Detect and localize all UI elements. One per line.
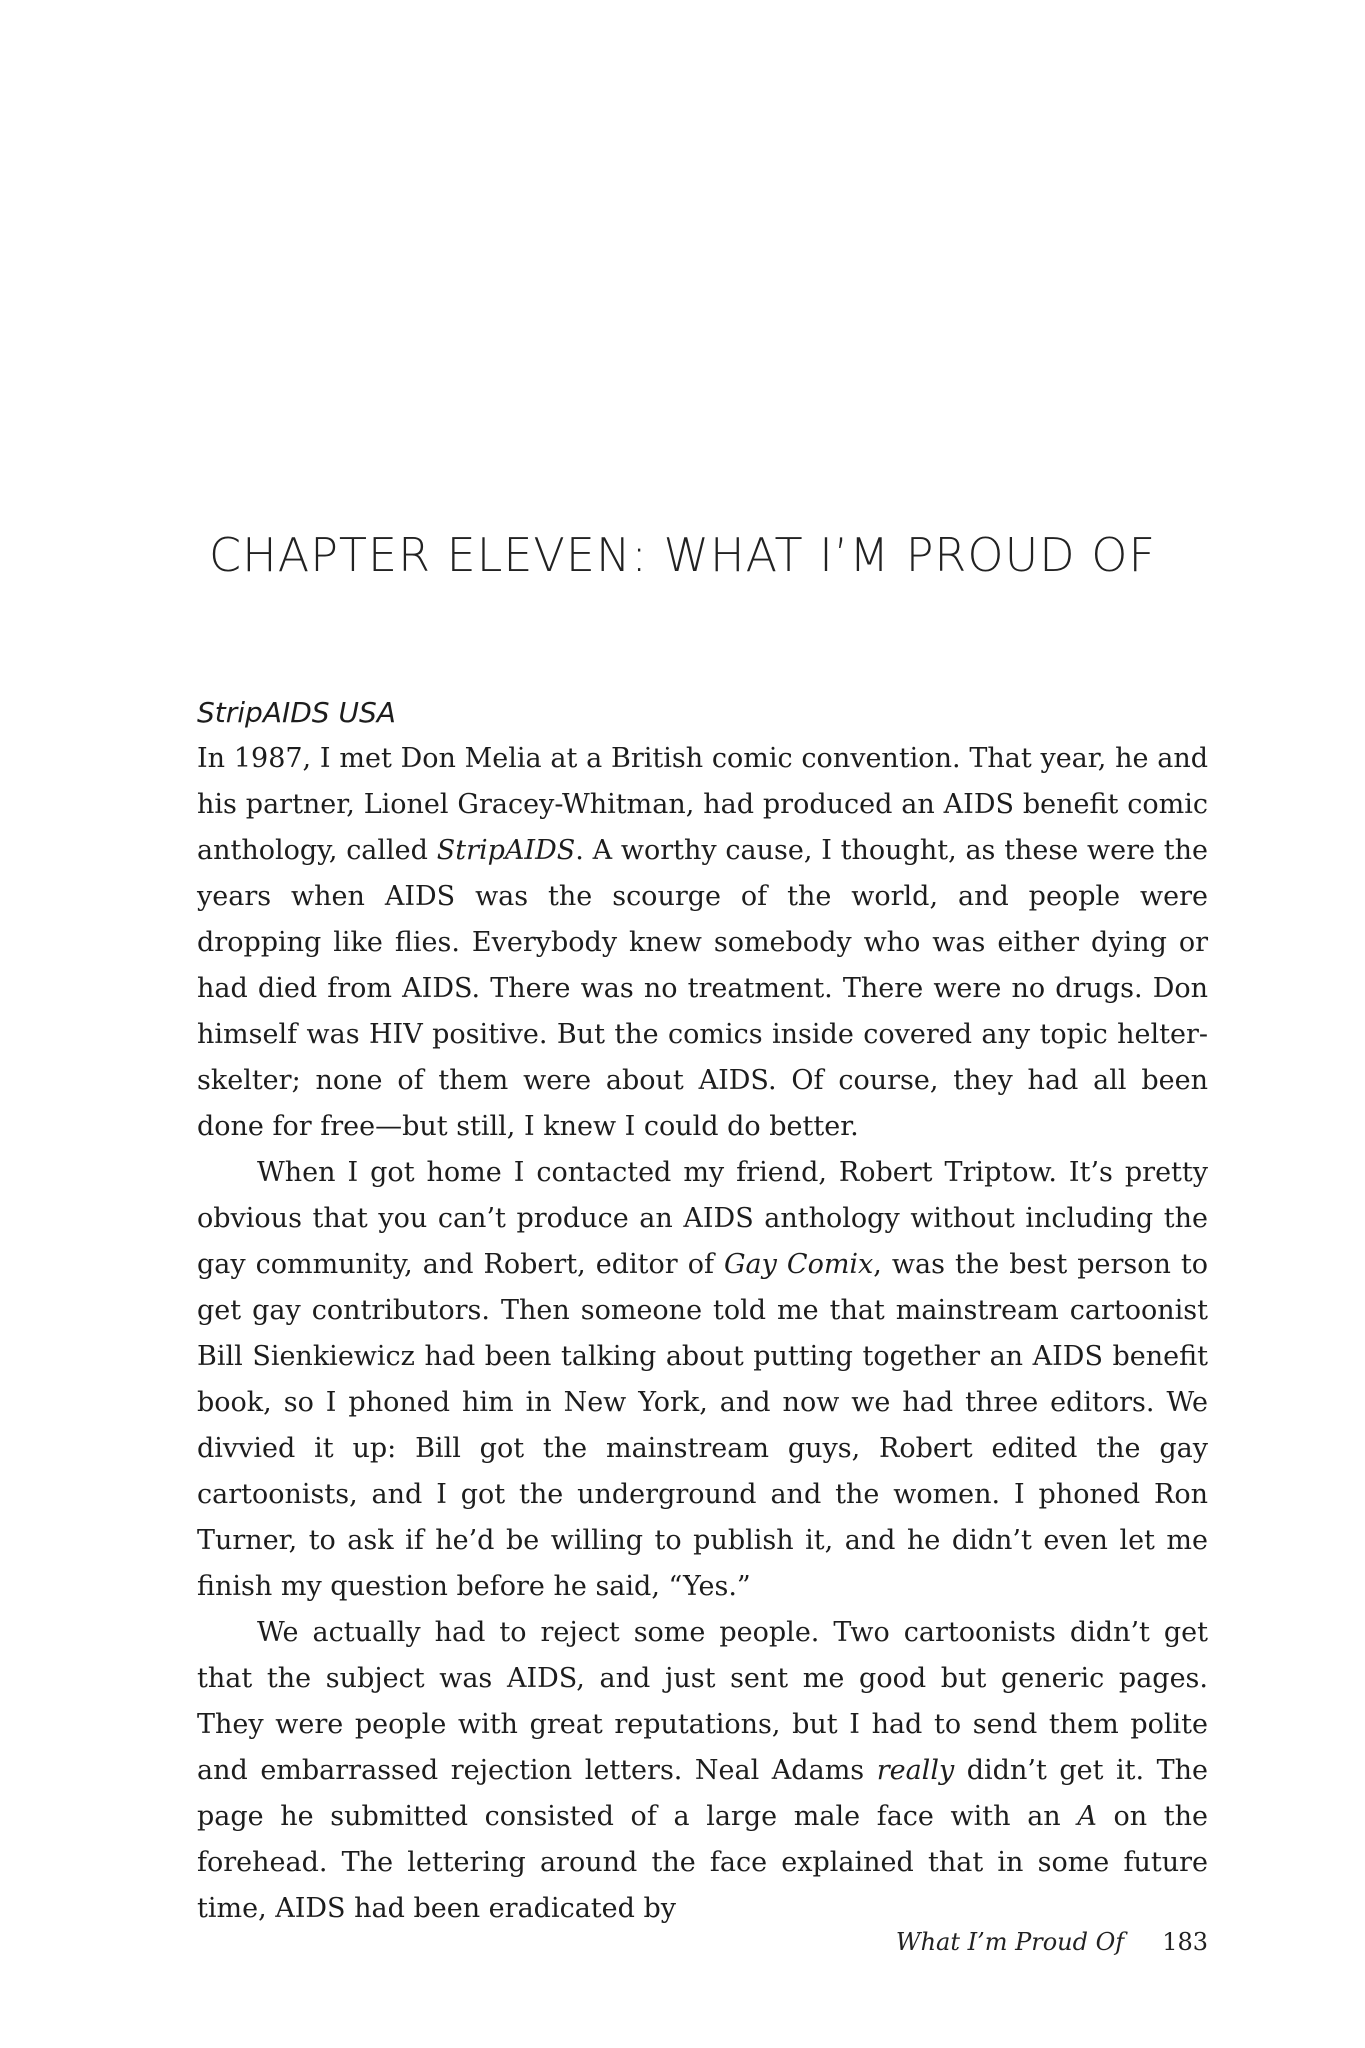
paragraph-3 <box>197 1610 1208 1932</box>
paragraph-3-text-b: didn’t get it. The page he submitted consisted of a large male face with an <box>197 1755 1208 1832</box>
chapter-title: CHAPTER ELEVEN: WHAT I’M PROUD OF <box>209 528 1156 582</box>
page-footer <box>896 1928 1208 1956</box>
paragraph-1-text-a: In 1987, I met Don Melia at a British comic convention. That year, he and his partner, Lionel Gracey-Whitman, had produced an AIDS benefit comic anthology, called <box>197 743 1208 866</box>
paragraph-1 <box>197 736 1208 1150</box>
paragraph-2 <box>197 1150 1208 1610</box>
section-heading: StripAIDS USA <box>197 696 396 729</box>
emphasis-letter-a: A <box>1077 1801 1097 1832</box>
paragraph-3-text-a: We actually had to reject some people. Two cartoonists didn’t get that the subject was AIDS, and just sent me good but generic pages. They were people with great reputations, but I had to send them polite and embarrassed rejection letters. Neal Adams <box>197 1617 1208 1786</box>
running-title: What I’m Proud Of <box>895 1928 1125 1956</box>
page-number: 183 <box>1162 1928 1208 1956</box>
paragraph-1-text-b: . A worthy cause, I thought, as these were the years when AIDS was the scourge of the world, and people were dropping like flies. Everybody knew somebody who was either dying or had died from AIDS. There was no treatment. There were no drugs. Don himself was HIV positive. But the comics inside covered any topic helter-skelter; none of them were about AIDS. Of course, they had all been done for free—but still, I knew I could do better. <box>197 835 1209 1142</box>
paragraph-2-text-b: , was the best person to get gay contributors. Then someone told me that mainstream cartoonist Bill Sienkiewicz had been talking about putting together an AIDS benefit book, so I phoned him in New York, and now we had three editors. We divvied it up: Bill got the mainstream guys, Robert edited the gay cartoonists, and I got the underground and the women. I phoned Ron Turner, to ask if he’d be willing to publish it, and he didn’t even let me finish my question before he said, “Yes.” <box>197 1249 1208 1602</box>
paragraph-2-text-a: When I got home I contacted my friend, Robert Triptow. It’s pretty obvious that you can’t produce an AIDS anthology without including the gay community, and Robert, editor of <box>197 1157 1208 1280</box>
title-gay-comix: Gay Comix <box>723 1249 874 1280</box>
body-text <box>197 690 1208 1932</box>
paragraph-3-text-c: on the forehead. The lettering around the face explained that in some future time, AIDS had been eradicated by <box>197 1801 1208 1924</box>
emphasis-really: really <box>876 1755 955 1786</box>
title-stripaids: StripAIDS <box>436 835 576 866</box>
